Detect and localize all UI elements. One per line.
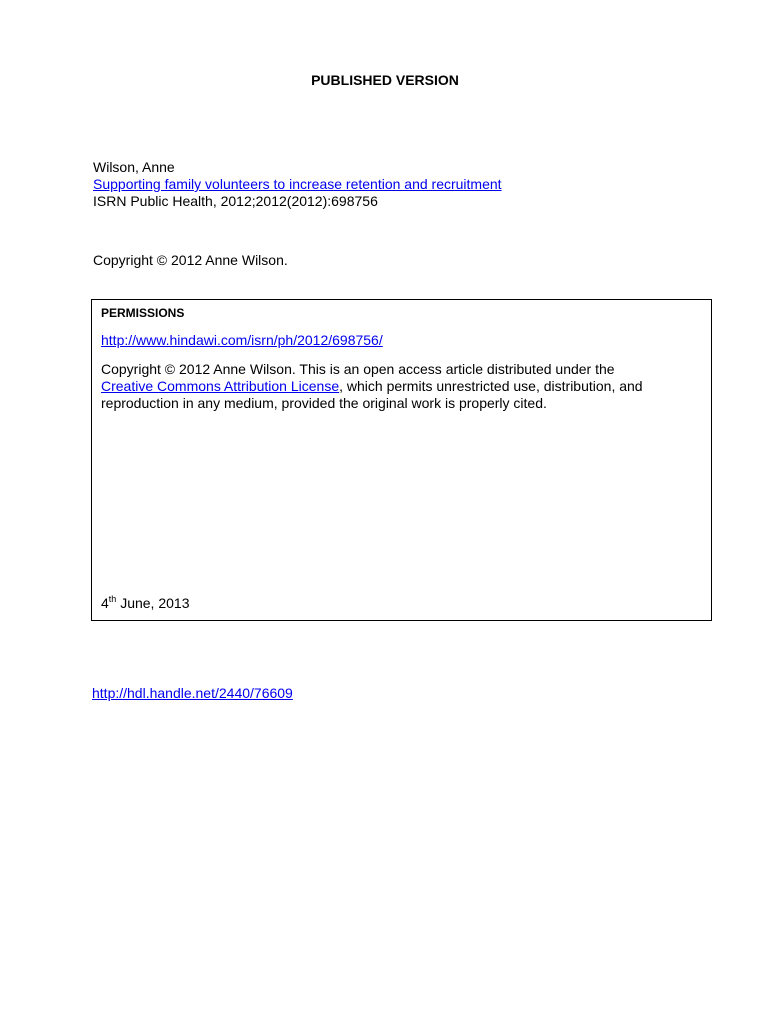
copyright-notice: Copyright © 2012 Anne Wilson. — [93, 252, 288, 268]
permissions-box — [91, 299, 712, 621]
journal-reference: ISRN Public Health, 2012;2012(2012):698756 — [93, 193, 378, 209]
handle-link[interactable]: http://hdl.handle.net/2440/76609 — [92, 685, 293, 701]
date-month-year: June, 2013 — [116, 595, 190, 611]
permissions-text-line: , which permits unrestricted use, distribution, and — [339, 378, 643, 394]
permissions-statement — [101, 361, 707, 412]
author-name: Wilson, Anne — [93, 159, 175, 175]
permissions-date — [101, 595, 189, 611]
permissions-text-line: Copyright © 2012 Anne Wilson. This is an open access article distributed under the — [101, 361, 615, 377]
permissions-text-line: reproduction in any medium, provided the original work is properly cited. — [101, 395, 547, 411]
publisher-url-link[interactable]: http://www.hindawi.com/isrn/ph/2012/698756/ — [101, 332, 383, 348]
license-link[interactable]: Creative Commons Attribution License — [101, 378, 340, 394]
permissions-heading: PERMISSIONS — [101, 306, 185, 320]
page-title: PUBLISHED VERSION — [311, 72, 459, 88]
date-ordinal-suffix: th — [108, 594, 117, 604]
article-title-link[interactable]: Supporting family volunteers to increase retention and recruitment — [93, 176, 502, 192]
date-day: 4 — [101, 595, 109, 611]
citation-block — [93, 159, 502, 210]
